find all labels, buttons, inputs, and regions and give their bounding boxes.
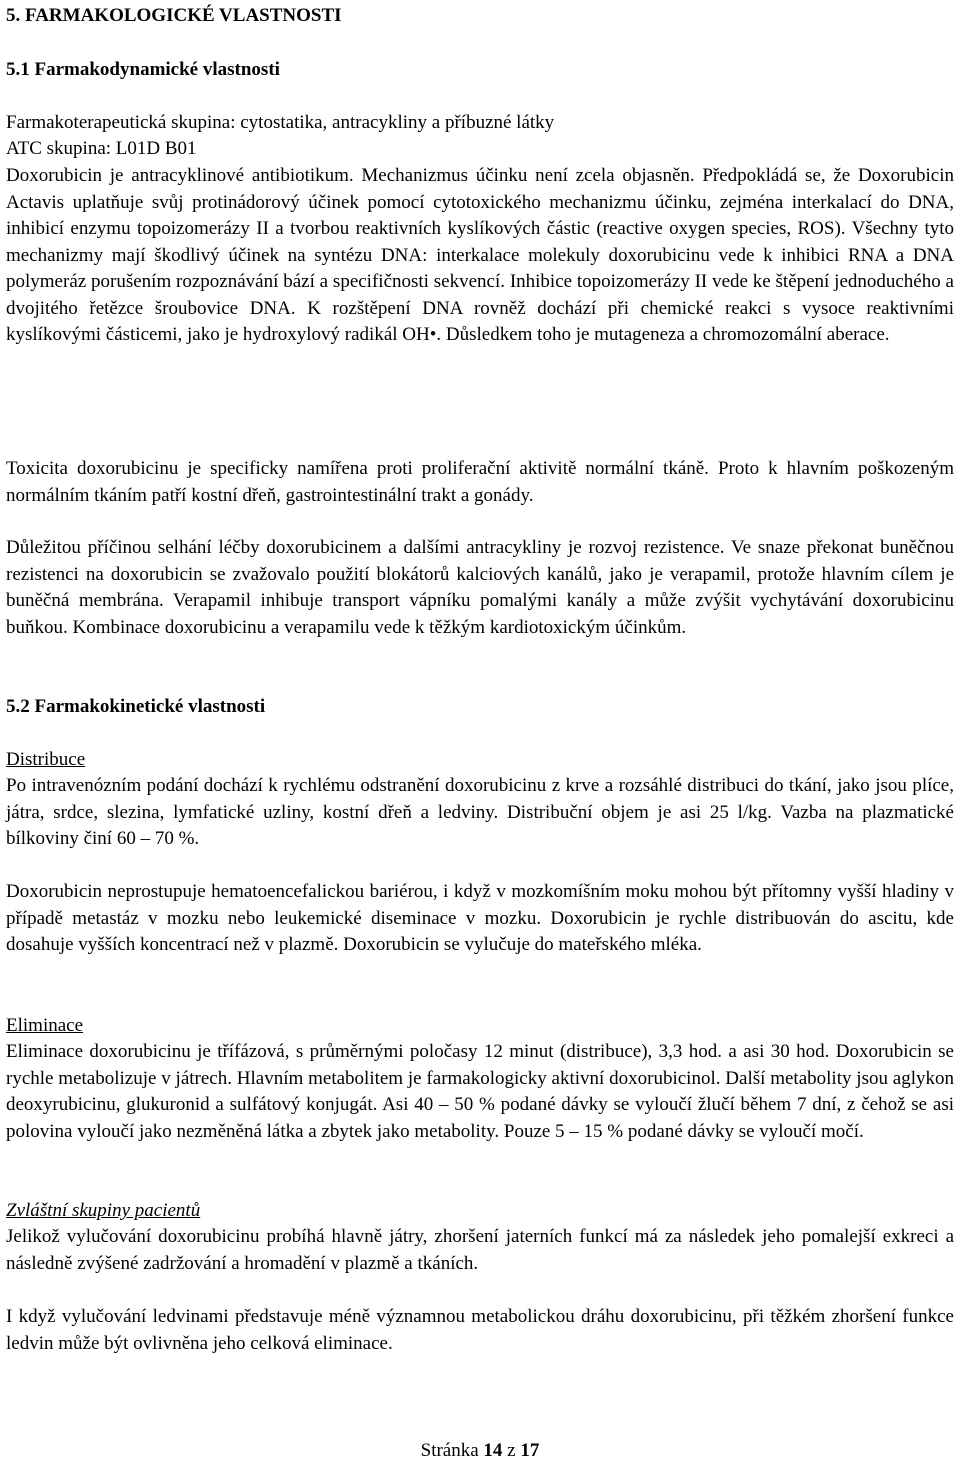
- paragraph-distribution-2: Doxorubicin neprostupuje hematoencefalickou bariérou, i když v mozkomíšním moku mohou být přítomny vyšší hladiny v případě metastáz v mozku nebo leukemické diseminace v mozku. Doxorubicin je rychle distribuován do ascitu, kde dosahuje vyšších koncentrací než v plazmě. Doxorubicin se vylučuje do mateřského mléka.: [6, 881, 954, 955]
- atc-code: ATC skupina: L01D B01: [6, 138, 197, 159]
- paragraph-distribution-1: Po intravenózním podání dochází k rychlému odstranění doxorubicinu z krve a rozsáhlé distribuci do tkání, jako jsou plíce, játra, srdce, slezina, lymfatické uzliny, kostní dřeň a ledviny. Distribuční objem je asi 25 l/kg. Vazba na plazmatické bílkoviny činí 60 – 70 %.: [6, 775, 954, 849]
- heading-5-1: 5.1 Farmakodynamické vlastnosti: [6, 59, 280, 80]
- paragraph-hepatic: Jelikož vylučování doxorubicinu probíhá hlavně játry, zhoršení jaterních funkcí má za následek jeho pomalejší exkreci a následně zvýšené zadržování a hromadění v plazmě a tkáních.: [6, 1226, 954, 1274]
- footer-separator: z: [507, 1440, 516, 1461]
- footer-page-total: 17: [520, 1440, 540, 1461]
- subheading-elimination: Eliminace: [6, 1015, 84, 1036]
- subheading-distribution: Distribuce: [6, 749, 86, 770]
- footer-page-number: 14: [483, 1440, 503, 1461]
- pharmacotherapeutic-group: Farmakoterapeutická skupina: cytostatika, antracykliny a příbuzné látky: [6, 112, 555, 133]
- section-title: 5. FARMAKOLOGICKÉ VLASTNOSTI: [6, 5, 342, 26]
- subheading-special-groups: Zvláštní skupiny pacientů: [6, 1200, 201, 1221]
- paragraph-resistance: Důležitou příčinou selhání léčby doxorubicinem a dalšími antracykliny je rozvoj rezistence. Ve snaze překonat buněčnou rezistenci na doxorubicin se zvažovalo použití blokátorů kalciových kanálů, jako je verapamil, protože hlavním cílem je buněčná membrána. Verapamil inhibuje transport vápníku pomalými kanály a může zvýšit vychytávání doxorubicinu buňkou. Kombinace doxorubicinu a verapamilu vede k těžkým kardiotoxickým účinkům.: [6, 537, 954, 638]
- paragraph-renal: I když vylučování ledvinami představuje méně významnou metabolickou dráhu doxorubicinu, při těžkém zhoršení funkce ledvin může být ovlivněna jeho celková eliminace.: [6, 1306, 954, 1354]
- paragraph-elimination: Eliminace doxorubicinu je třífázová, s průměrnými poločasy 12 minut (distribuce), 3,3 hod. a asi 30 hod. Doxorubicin se rychle metabolizuje v játrech. Hlavním metabolitem je farmakologicky aktivní doxorubicinol. Další metabolity jsou aglykon deoxyrubicinu, glukuronid a sulfátový konjugát. Asi 40 – 50 % podané dávky se vyloučí žlučí během 7 dní, z čehož se asi polovina vyloučí jako nezměněná látka a zbytek jako metabolity. Pouze 5 – 15 % podané dávky se vyloučí močí.: [6, 1041, 954, 1142]
- heading-5-2: 5.2 Farmakokinetické vlastnosti: [6, 696, 266, 717]
- footer-prefix: Stránka: [420, 1440, 479, 1461]
- page-footer: [6, 1440, 954, 1462]
- paragraph-mechanism: Doxorubicin je antracyklinové antibiotikum. Mechanizmus účinku není zcela objasněn. Předpokládá se, že Doxorubicin Actavis uplatňuje svůj protinádorový účinek pomocí cytotoxického mechanizmu účinku, zejména interkalací do DNA, inhibicí enzymu topoizomerázy II a tvorbou reaktivních kyslíkových částic (reactive oxygen species, ROS). Všechny tyto mechanizmy mají škodlivý účinek na syntézu DNA: interkalace molekuly doxorubicinu vede k inhibici RNA a DNA polymeráz porušením rozpoznávání bází a specifičnosti sekvencí. Inhibice topoizomerázy II vede ke štěpení jednoduchého a dvojitého řetězce šroubovice DNA. K rozštěpení DNA rovněž dochází při chemické reakci s vysoce reaktivními kyslíkovými částicemi, jako je hydroxylový radikál OH•. Důsledkem toho je mutageneza a chromozomální aberace.: [6, 165, 954, 345]
- paragraph-toxicity: Toxicita doxorubicinu je specificky namířena proti proliferační aktivitě normální tkáně. Proto k hlavním poškozeným normálním tkáním patří kostní dřeň, gastrointestinální trakt a gonády.: [6, 458, 954, 506]
